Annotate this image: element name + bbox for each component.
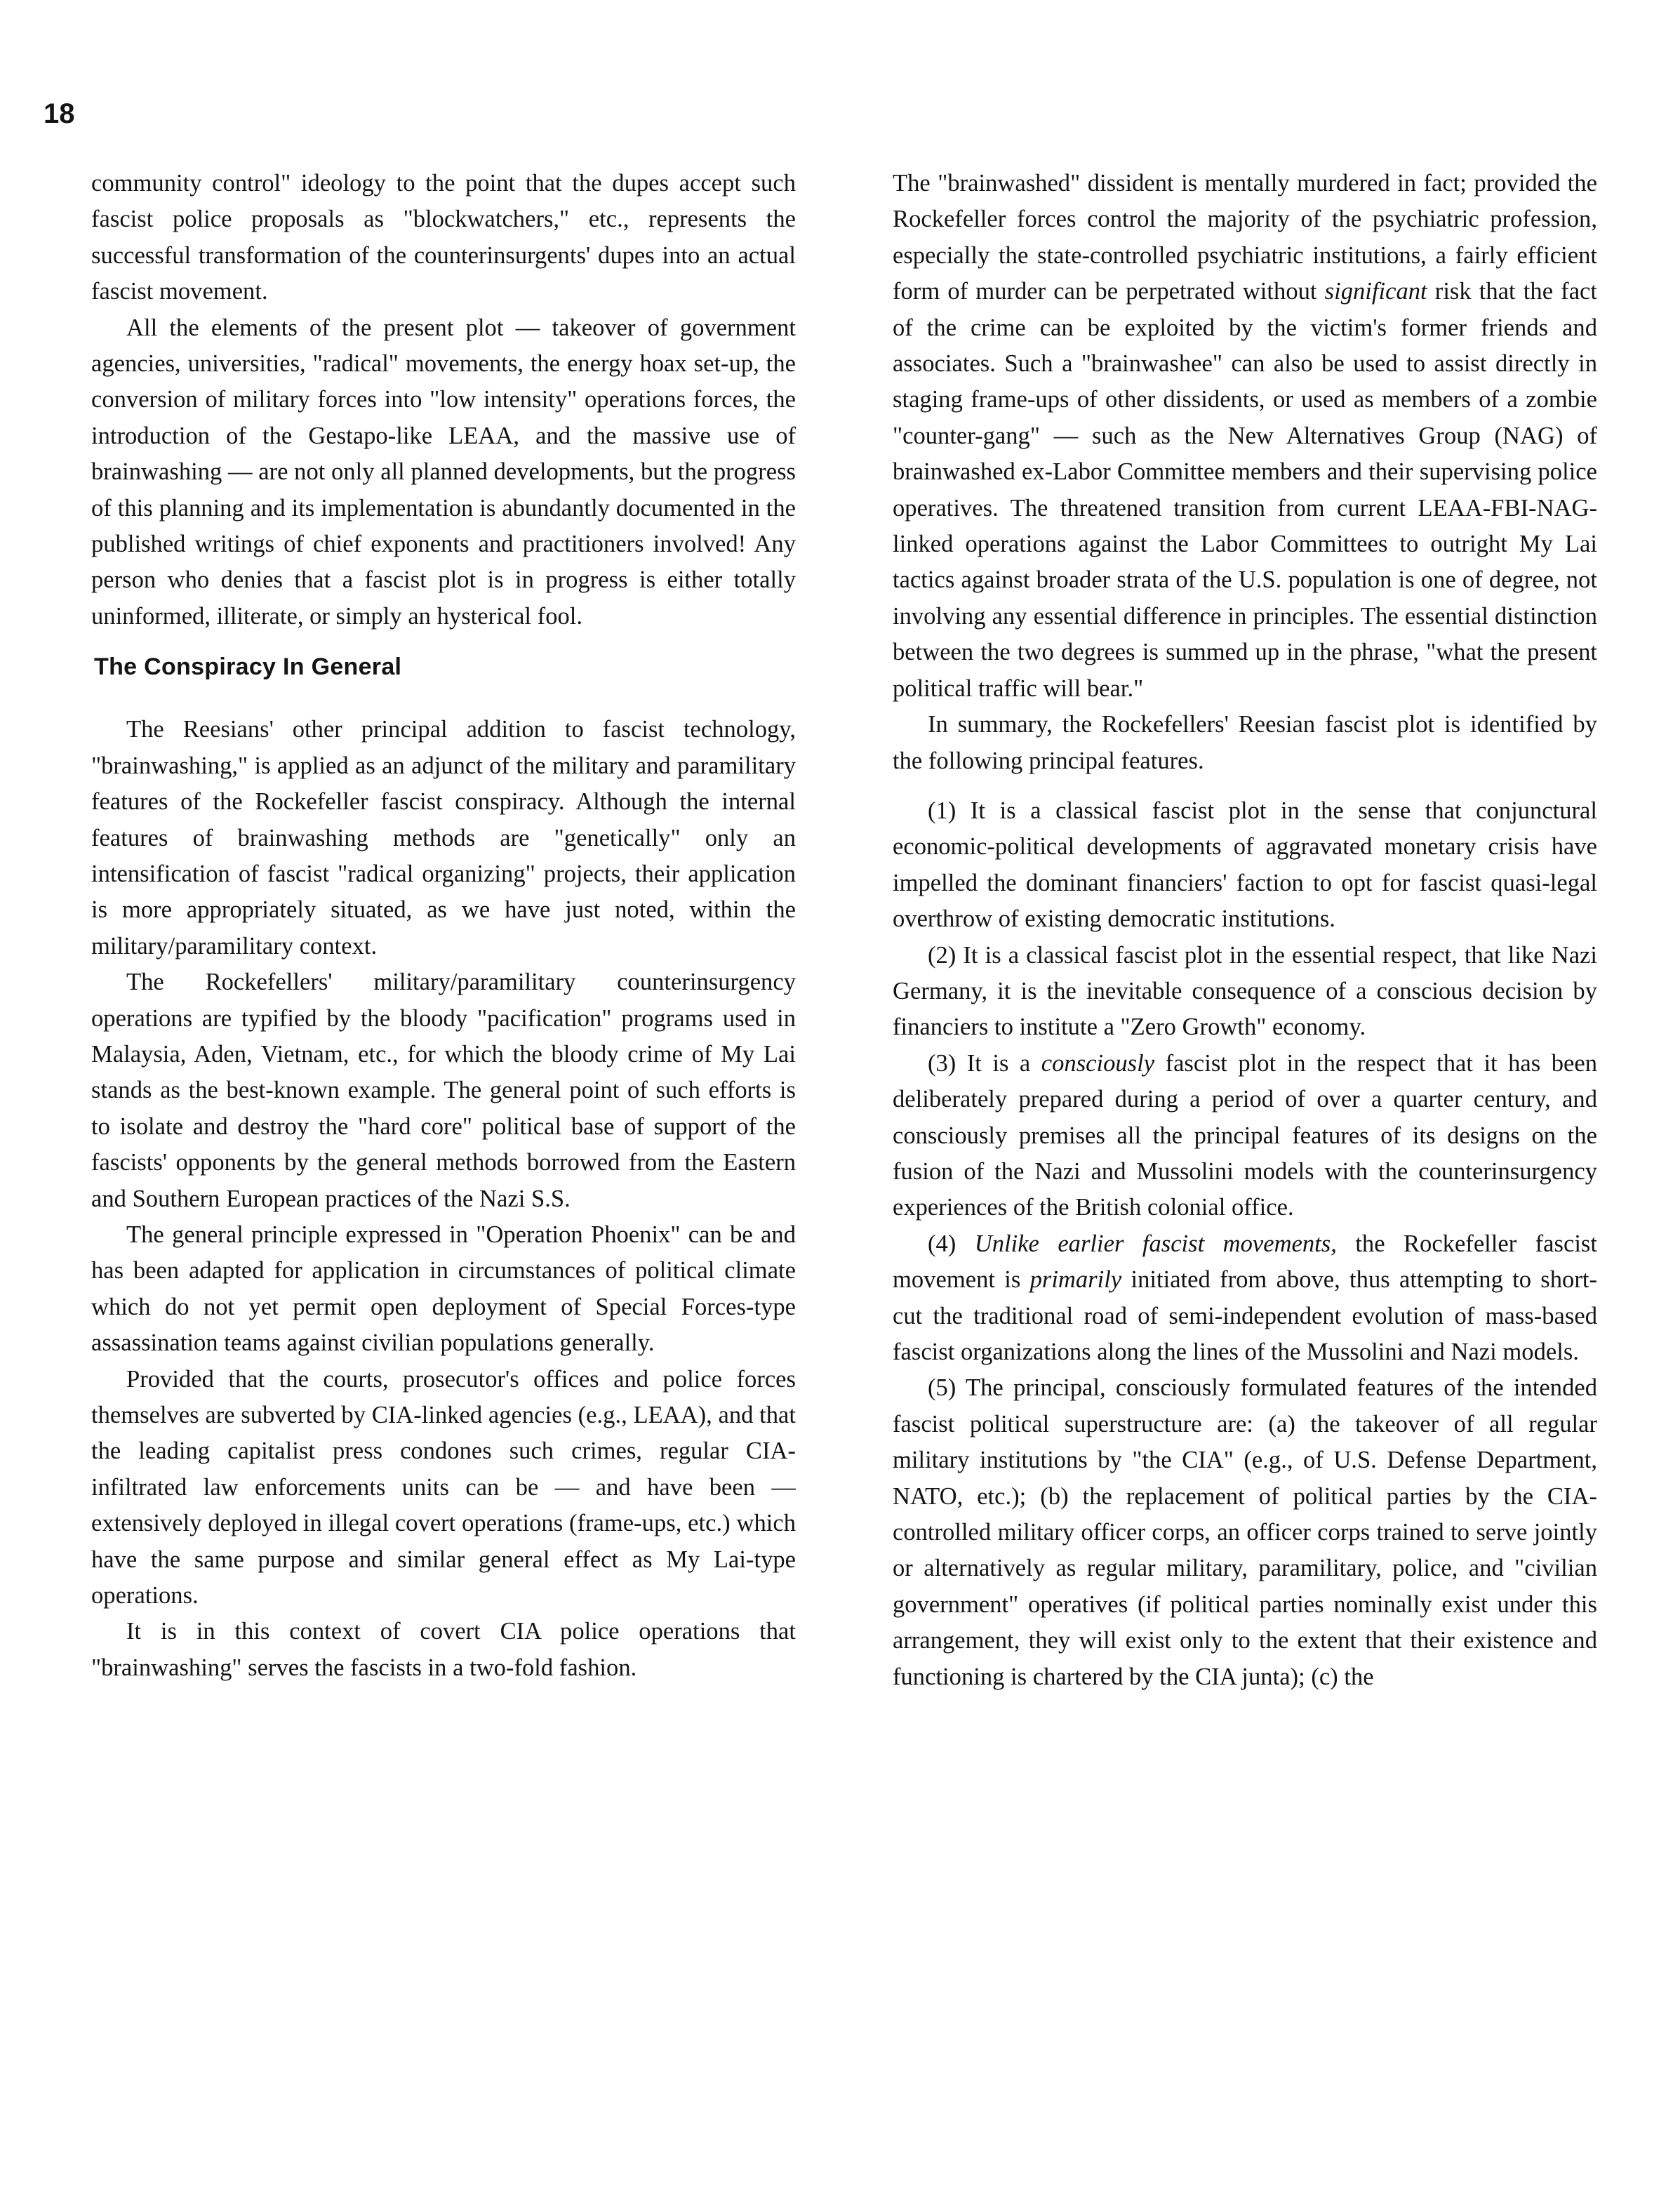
list-item: (2) It is a classical fascist plot in the essential respect, that like Nazi Germany, it is the inevitable consequence of a conscious decision by financiers to institute a "Zero Growth" economy. xyxy=(893,941,1597,1041)
paragraph: Provided that the courts, prosecutor's offices and police forces themselves are subverted by CIA-linked agencies (e.g., LEAA), and that the leading capitalist press condones such crimes, regular CIA-infiltrated law enforcements units can be — and have been — extensively deployed in illegal covert operations (frame-ups, etc.) which have the same purpose and similar general effect as My Lai-type operations. xyxy=(91,1365,796,1609)
list-item: (1) It is a classical fascist plot in the sense that conjunctural economic-political developments of aggravated monetary crisis have impelled the dominant financiers' faction to opt for fascist quasi-legal overthrow of existing democratic institutions. xyxy=(893,797,1597,933)
text-run: (3) It is a xyxy=(928,1049,1041,1077)
page-number: 18 xyxy=(44,98,75,129)
text-run: the Rockefeller fascist movement is xyxy=(893,1230,1597,1294)
emphasis: Unlike earlier fascist movements, xyxy=(974,1230,1337,1257)
text-run: risk that the fact of the crime can be exploited by the victim's former friends and associates. Such a "brainwashee" can also be used to assist directly in staging frame-ups of other dissidents, or used as members of a zombie "counter-gang" — such as the New Alternatives Group (NAG) of brainwashed ex-Labor Committee members and their supervising police operatives. The threatened transition from current LEAA-FBI-NAG-linked operations against the Labor Committees to outright My Lai tactics against broader strata of the U.S. population is one of degree, not involving any essential difference in principles. The essential distinction between the two degrees is summed up in the phrase, "what the present political traffic will bear." xyxy=(893,278,1597,702)
emphasis: primarily xyxy=(1029,1266,1122,1294)
paragraph: community control" ideology to the point that the dupes accept such fascist police proposals as "blockwatchers," etc., represents the successful transformation of the counterinsurgents' dupes into an actual fascist movement. xyxy=(91,170,796,305)
right-column xyxy=(893,166,1597,2187)
text-run: (4) xyxy=(928,1230,975,1257)
emphasis: consciously xyxy=(1041,1049,1155,1077)
list-item xyxy=(893,1226,1597,1371)
list-item: (5) The principal, consciously formulated features of the intended fascist political superstructure are: (a) the takeover of all regular military institutions by "the CIA" (e.g., of U.S. Defense Department, NATO, etc.); (b) the replacement of political parties by the CIA-controlled military officer corps, an officer corps trained to serve jointly or alternatively as regular military, paramilitary, police, and "civilian government" operatives (if political parties nominally exist under this arrangement, they will exist only to the extent that their existence and functioning is chartered by the CIA junta); (c) the xyxy=(893,1374,1597,1690)
paragraph: The Reesians' other principal addition to fascist technology, "brainwashing," is applied as an adjunct of the military and paramilitary features of the Rockefeller fascist conspiracy. Although the internal features of brainwashing methods are "genetically" only an intensification of fascist "radical organizing" projects, their application is more appropriately situated, as we have just noted, within the military/paramilitary context. xyxy=(91,716,796,960)
paragraph: It is in this context of covert CIA police operations that "brainwashing" serves the fascists in a two-fold fashion. xyxy=(91,1618,796,1681)
paragraph: All the elements of the present plot — takeover of government agencies, universities, "radical" movements, the energy hoax set-up, the conversion of military forces into "low intensity" operations forces, the introduction of the Gestapo-like LEAA, and the massive use of brainwashing — are not only all planned developments, but the progress of this planning and its implementation is abundantly documented in the published writings of chief exponents and practitioners involved! Any person who denies that a fascist plot is in progress is either totally uninformed, illiterate, or simply an hysterical fool. xyxy=(91,314,796,630)
emphasis: significant xyxy=(1324,278,1427,305)
text-run: initiated from above, thus attempting to short-cut the traditional road of semi-independent evolution of mass-based fascist organizations along the lines of the Mussolini and Nazi models. xyxy=(893,1266,1597,1365)
section-heading: The Conspiracy In General xyxy=(94,653,402,681)
left-column xyxy=(91,166,796,2187)
text-run: The "brainwashed" dissident is mentally murdered in fact; provided the Rockefeller forces control the majority of the psychiatric profession, especially the state-controlled psychiatric institutions, a fairly efficient form of murder can be perpetrated without xyxy=(893,170,1597,305)
paragraph xyxy=(893,166,1597,707)
paragraph: The Rockefellers' military/paramilitary counterinsurgency operations are typified by the bloody "pacification" programs used in Malaysia, Aden, Vietnam, etc., for which the bloody crime of My Lai stands as the best-known example. The general point of such efforts is to isolate and destroy the "hard core" political base of support of the fascists' opponents by the general methods borrowed from the Eastern and Southern European practices of the Nazi S.S. xyxy=(91,969,796,1212)
text-run: fascist plot in the respect that it has been deliberately prepared during a period of over a quarter century, and consciously premises all the principal features of its designs on the fusion of the Nazi and Mussolini models with the counterinsurgency experiences of the British colonial office. xyxy=(893,1049,1597,1221)
paragraph: In summary, the Rockefellers' Reesian fascist plot is identified by the following principal features. xyxy=(893,711,1597,774)
paragraph: The general principle expressed in "Operation Phoenix" can be and has been adapted for application in circumstances of political climate which do not yet permit open deployment of Special Forces-type assassination teams against civilian populations generally. xyxy=(91,1221,796,1357)
list-item xyxy=(893,1046,1597,1226)
